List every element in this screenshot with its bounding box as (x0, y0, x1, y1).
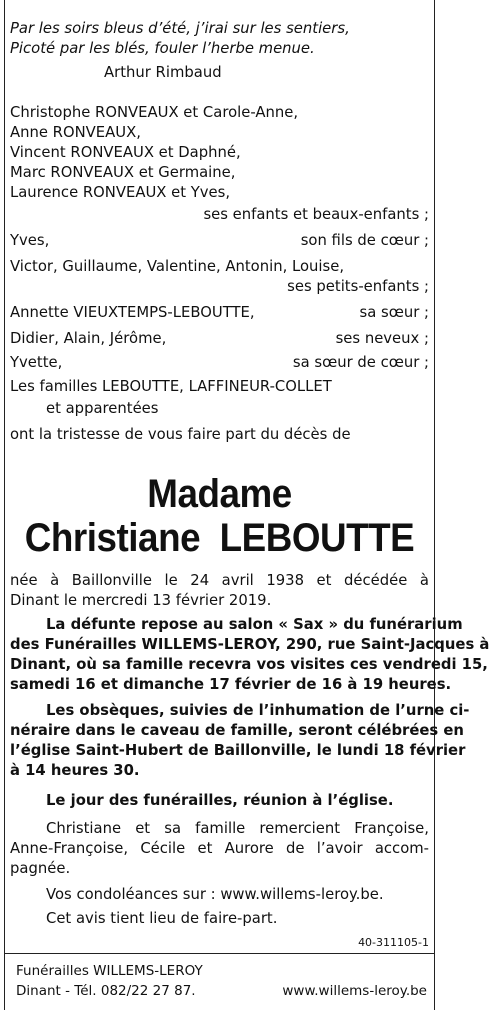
families-line-1: Les familles LEBOUTTE, LAFFINEUR-COLLET (10, 378, 332, 395)
announcement-line: ont la tristesse de vous faire part du décès de (10, 426, 351, 443)
children-name-5: Laurence RONVEAUX et Yves, (10, 184, 231, 201)
salon-line-3: Dinant, où sa famille recevra vos visites ces vendredi 15, (10, 656, 488, 673)
poem-line-1: Par les soirs bleus d’été, j’irai sur les sentiers, (10, 20, 350, 37)
nephews-relation: ses neveux ; (335, 330, 429, 347)
heart-son-relation: son fils de cœur ; (300, 232, 429, 249)
footer-company: Funérailles WILLEMS-LEROY (16, 963, 203, 979)
poem-author: Arthur Rimbaud (104, 64, 222, 81)
thanks-line-1: Christiane et sa famille remercient Françoise, (46, 820, 429, 837)
children-relation: ses enfants et beaux-enfants ; (203, 206, 429, 223)
sister-row (10, 304, 429, 322)
heart-sister-row (10, 354, 429, 372)
obseques-line-1: Les obsèques, suivies de l’inhumation de l’urne ci- (46, 702, 470, 719)
footer-website: www.willems-leroy.be (282, 983, 427, 999)
nephews-names: Didier, Alain, Jérôme, (10, 330, 167, 347)
sister-name: Annette VIEUXTEMPS-LEBOUTTE, (10, 304, 255, 321)
nephews-row (10, 330, 429, 348)
thanks-line-2: Anne-Françoise, Cécile et Aurore de l’avoir accom- (10, 840, 429, 857)
obseques-line-3: l’église Saint-Hubert de Baillonville, le lundi 18 février (10, 742, 466, 759)
deceased-name: Christiane LEBOUTTE (24, 516, 415, 560)
deceased-title: Madame (147, 472, 292, 516)
birth-line-1: née à Baillonville le 24 avril 1938 et décédée à (10, 572, 429, 589)
heart-son-name: Yves, (10, 232, 50, 249)
salon-line-2: des Funérailles WILLEMS-LEROY, 290, rue Saint-Jacques à (10, 636, 489, 653)
footer-divider (4, 953, 435, 954)
birth-line-2: Dinant le mercredi 13 février 2019. (10, 592, 272, 609)
children-name-1: Christophe RONVEAUX et Carole-Anne, (10, 104, 299, 121)
sister-relation: sa sœur ; (359, 304, 429, 321)
obseques-line-2: néraire dans le caveau de famille, seront célébrées en (10, 722, 464, 739)
salon-line-1: La défunte repose au salon « Sax » du funérarium (46, 616, 463, 633)
heart-sister-relation: sa sœur de cœur ; (292, 354, 429, 371)
reunion-line: Le jour des funérailles, réunion à l’église. (46, 792, 394, 809)
heart-son-row (10, 232, 429, 250)
reference-number: 40-311105-1 (358, 936, 429, 949)
poem-line-2: Picoté par les blés, fouler l’herbe menue. (10, 40, 315, 57)
condolences-line: Vos condoléances sur : www.willems-leroy.be. (46, 886, 384, 903)
children-name-3: Vincent RONVEAUX et Daphné, (10, 144, 241, 161)
footer-phone: Dinant - Tél. 082/22 27 87. (16, 983, 196, 999)
notice-line: Cet avis tient lieu de faire-part. (46, 910, 278, 927)
salon-line-4: samedi 16 et dimanche 17 février de 16 à 19 heures. (10, 676, 452, 693)
children-name-2: Anne RONVEAUX, (10, 124, 141, 141)
families-line-2: et apparentées (46, 400, 159, 417)
grandchildren-relation: ses petits-enfants ; (287, 278, 429, 295)
thanks-line-3: pagnée. (10, 860, 71, 877)
children-name-4: Marc RONVEAUX et Germaine, (10, 164, 236, 181)
heart-sister-name: Yvette, (10, 354, 63, 371)
grandchildren-names: Victor, Guillaume, Valentine, Antonin, Louise, (10, 258, 345, 275)
obseques-line-4: à 14 heures 30. (10, 762, 140, 779)
